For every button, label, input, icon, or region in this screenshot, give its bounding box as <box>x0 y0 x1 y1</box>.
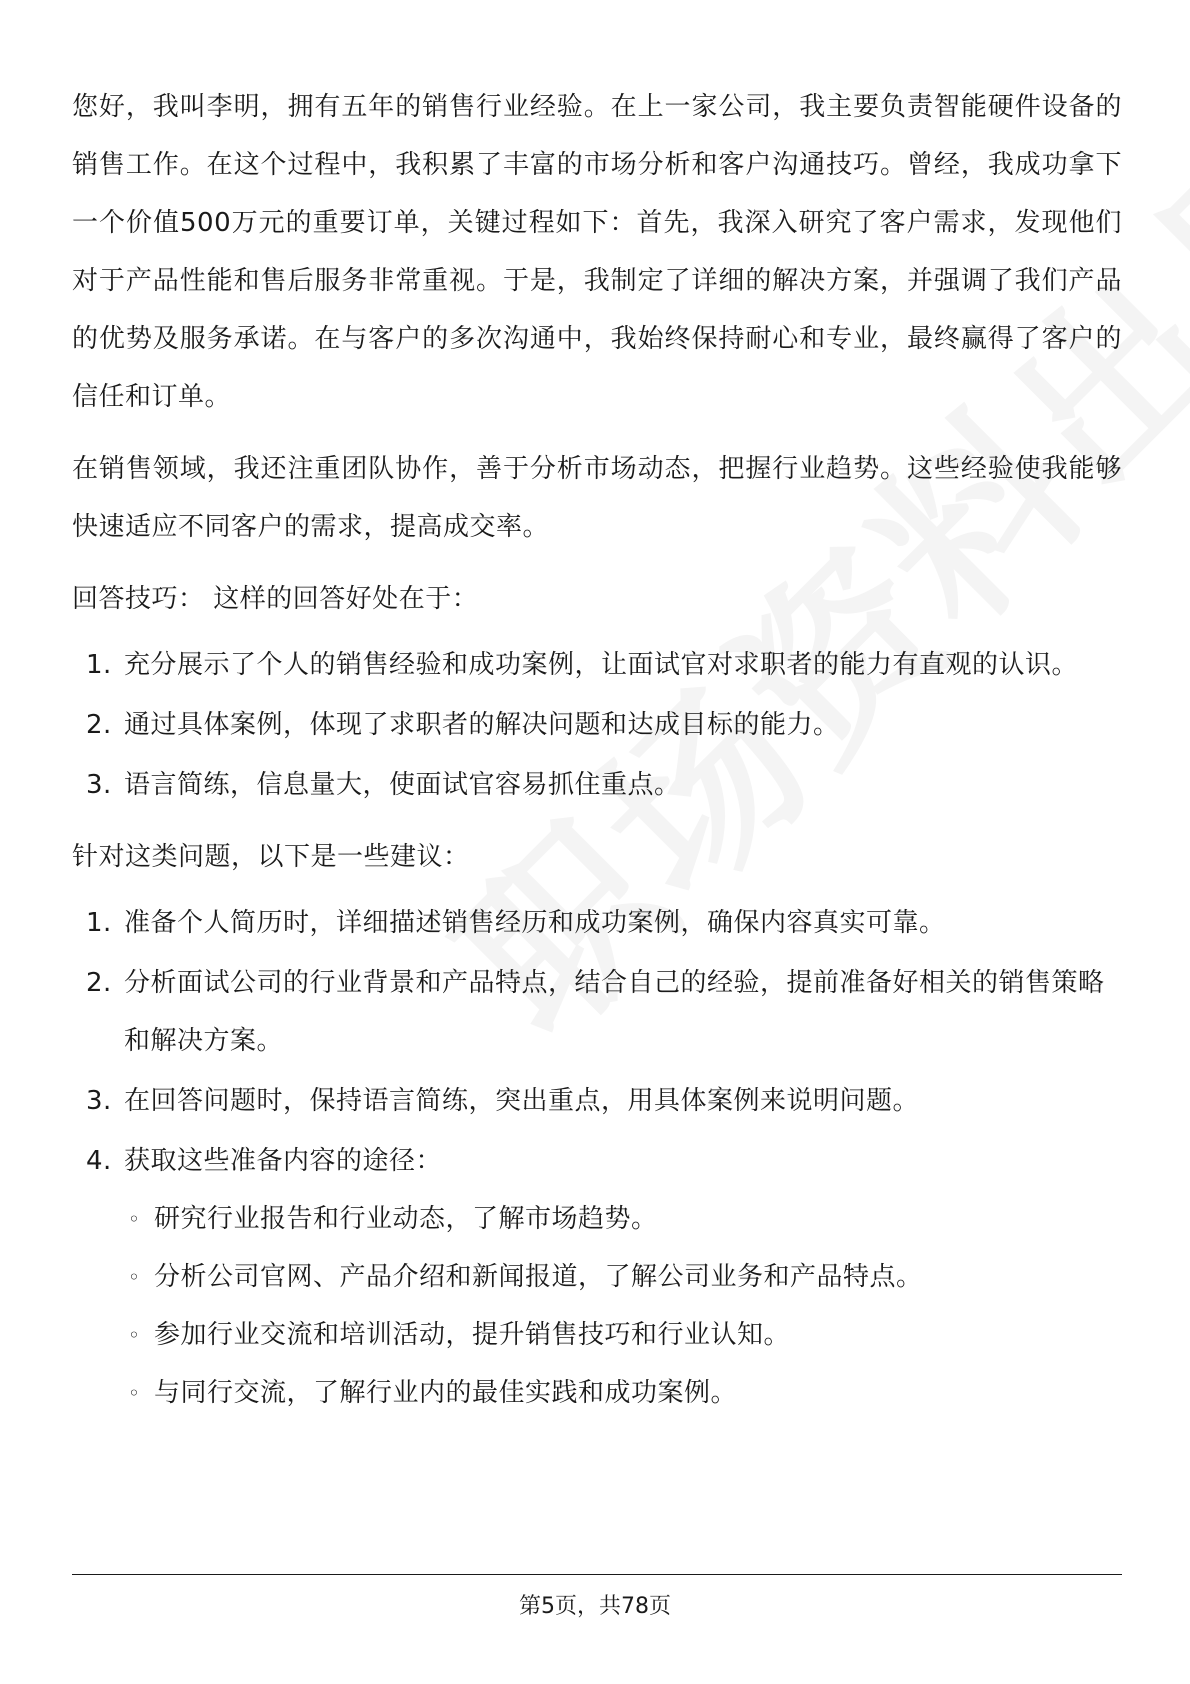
experience-paragraph: 在销售领域，我还注重团队协作，善于分析市场动态，把握行业趋势。这些经验使我能够快速适应不同客户的需求，提高成交率。 <box>72 454 1122 542</box>
hollow-bullet-icon: ◦ <box>128 1381 141 1405</box>
list-number: 4. <box>86 1146 112 1176</box>
footer-divider <box>72 1574 1122 1575</box>
list-number: 2. <box>86 710 112 740</box>
list-item <box>72 696 1122 754</box>
list-item <box>72 894 1122 952</box>
sub-list-item <box>124 1190 1122 1248</box>
sub-list-item <box>124 1364 1122 1422</box>
sub-bullet-list <box>124 1190 1122 1422</box>
list-item-text: 语言简练，信息量大，使面试官容易抓住重点。 <box>124 770 681 800</box>
sub-list-item <box>124 1248 1122 1306</box>
list-number: 1. <box>86 650 112 680</box>
page-number: 第5页，共78页 <box>519 1594 671 1619</box>
hollow-bullet-icon: ◦ <box>128 1265 141 1289</box>
list-number: 2. <box>86 968 112 998</box>
sub-list-item-text: 参加行业交流和培训活动，提升销售技巧和行业认知。 <box>154 1320 791 1350</box>
document-body <box>72 78 1122 1436</box>
hollow-bullet-icon: ◦ <box>128 1323 141 1347</box>
tips-list <box>72 636 1122 814</box>
sub-list-item-text: 研究行业报告和行业动态，了解市场趋势。 <box>154 1204 658 1234</box>
advice-heading: 针对这类问题，以下是一些建议： <box>72 842 470 872</box>
list-item <box>72 636 1122 694</box>
list-item <box>72 756 1122 814</box>
list-item <box>72 1132 1122 1422</box>
sub-list-item-text: 分析公司官网、产品介绍和新闻报道，了解公司业务和产品特点。 <box>154 1262 923 1292</box>
advice-list <box>72 894 1122 1422</box>
list-item-text: 通过具体案例，体现了求职者的解决问题和达成目标的能力。 <box>124 710 840 740</box>
list-item-text: 准备个人简历时，详细描述销售经历和成功案例，确保内容真实可靠。 <box>124 908 946 938</box>
sub-list-item <box>124 1306 1122 1364</box>
hollow-bullet-icon: ◦ <box>128 1207 141 1231</box>
list-item <box>72 1072 1122 1130</box>
list-item-text: 在回答问题时，保持语言简练，突出重点，用具体案例来说明问题。 <box>124 1086 920 1116</box>
sub-list-item-text: 与同行交流，了解行业内的最佳实践和成功案例。 <box>154 1378 738 1408</box>
list-item-text: 获取这些准备内容的途径： <box>124 1146 443 1176</box>
list-item-text: 分析面试公司的行业背景和产品特点，结合自己的经验，提前准备好相关的销售策略和解决方案。 <box>124 968 1105 1056</box>
list-number: 3. <box>86 770 112 800</box>
intro-paragraph: 您好，我叫李明，拥有五年的销售行业经验。在上一家公司，我主要负责智能硬件设备的销售工作。在这个过程中，我积累了丰富的市场分析和客户沟通技巧。曾经，我成功拿下一个价值500万元的重要订单，关键过程如下：首先，我深入研究了客户需求，发现他们对于产品性能和售后服务非常重视。于是，我制定了详细的解决方案，并强调了我们产品的优势及服务承诺。在与客户的多次沟通中，我始终保持耐心和专业，最终赢得了客户的信任和订单。 <box>72 92 1122 412</box>
list-item-text: 充分展示了个人的销售经验和成功案例，让面试官对求职者的能力有直观的认识。 <box>124 650 1079 680</box>
list-number: 3. <box>86 1086 112 1116</box>
list-item <box>72 954 1122 1070</box>
tips-heading: 回答技巧： 这样的回答好处在于： <box>72 584 479 614</box>
list-number: 1. <box>86 908 112 938</box>
